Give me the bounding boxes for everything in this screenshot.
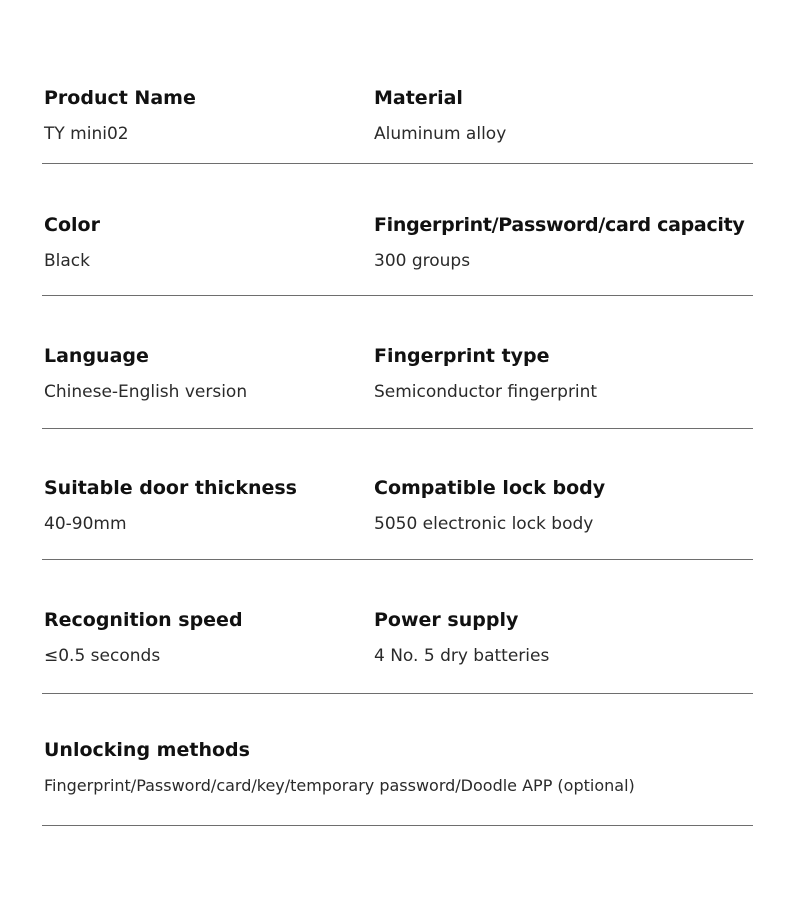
spec-label: Material: [374, 87, 463, 109]
spec-label: Suitable door thickness: [44, 477, 297, 499]
spec-label: Product Name: [44, 87, 196, 109]
spec-value: Fingerprint/Password/card/key/temporary password/Doodle APP (optional): [44, 776, 635, 795]
row-divider: [42, 825, 753, 826]
spec-label: Recognition speed: [44, 609, 243, 631]
spec-value: 4 No. 5 dry batteries: [374, 646, 550, 666]
spec-label: Language: [44, 345, 149, 367]
spec-label: Fingerprint/Password/card capacity: [374, 214, 745, 236]
spec-value: 40-90mm: [44, 514, 127, 534]
spec-value: Aluminum alloy: [374, 124, 507, 144]
spec-value: Chinese-English version: [44, 382, 248, 402]
spec-value: 5050 electronic lock body: [374, 514, 594, 534]
row-divider: [42, 559, 753, 560]
spec-value: ≤0.5 seconds: [44, 646, 161, 666]
spec-label: Fingerprint type: [374, 345, 550, 367]
spec-value: Black: [44, 251, 90, 271]
spec-label: Power supply: [374, 609, 519, 631]
spec-value: TY mini02: [44, 124, 129, 144]
spec-value: Semiconductor fingerprint: [374, 382, 598, 402]
row-divider: [42, 163, 753, 164]
spec-label: Compatible lock body: [374, 477, 606, 499]
spec-label: Color: [44, 214, 100, 236]
row-divider: [42, 295, 753, 296]
row-divider: [42, 693, 753, 694]
spec-label: Unlocking methods: [44, 739, 250, 761]
spec-value: 300 groups: [374, 251, 471, 271]
row-divider: [42, 428, 753, 429]
